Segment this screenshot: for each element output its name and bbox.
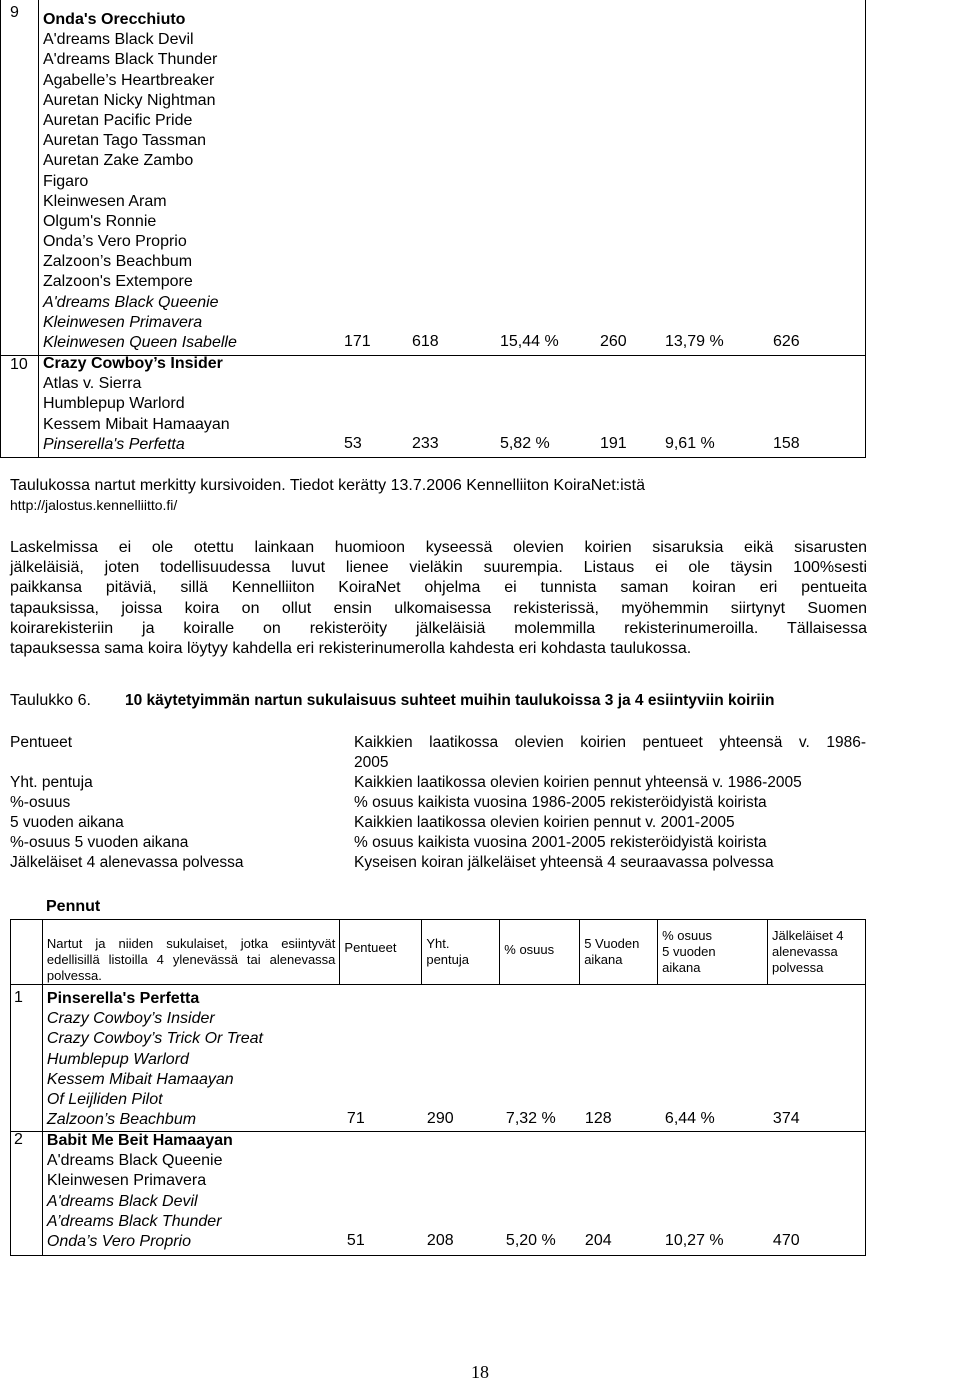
dog-name: Auretan Pacific Pride bbox=[42, 111, 193, 129]
dog-name: Kleinwesen Primavera bbox=[42, 313, 203, 331]
value-cell: 618 bbox=[411, 333, 439, 351]
row-number-text: 10 bbox=[10, 356, 28, 373]
row-number bbox=[11, 1132, 43, 1256]
value-cell: 71 bbox=[346, 1110, 365, 1128]
legend-term: %-osuus 5 vuoden aikana bbox=[10, 834, 189, 851]
dog-name: Crazy Cowboy’s Insider bbox=[46, 1010, 215, 1028]
value-cell: 233 bbox=[411, 434, 439, 452]
dog-name: Kleinwesen Primavera bbox=[46, 1172, 207, 1190]
header-cell-jalkelaiset bbox=[767, 920, 865, 985]
header-cell-empty bbox=[11, 920, 43, 985]
dog-name: A'dreams Black Devil bbox=[46, 1192, 198, 1210]
header-line: Nartut ja niiden sukulaiset, jotka esiintyvät bbox=[46, 936, 336, 951]
value-cell: 260 bbox=[599, 333, 627, 351]
dog-name: Babit Me Beit Hamaayan bbox=[46, 1132, 233, 1149]
value-cell: 9,61 % bbox=[664, 434, 715, 452]
dog-name: Zalzoon’s Beachbum bbox=[42, 253, 193, 271]
table-row bbox=[1, 0, 866, 356]
page-number: 18 bbox=[471, 1362, 489, 1382]
legend-term: Yht. pentuja bbox=[10, 774, 93, 791]
paragraph-line: paikkansa pitäviä, sillä Kennelliiton KoiraNet ohjelma ei tunnista saman koiran eri pentueita bbox=[10, 579, 867, 597]
header-line: alenevassa bbox=[771, 944, 838, 959]
value-cell: 374 bbox=[772, 1110, 800, 1128]
legend-description: % osuus kaikista vuosina 2001-2005 rekisteröidyistä koirista bbox=[354, 834, 767, 851]
value-cell: 290 bbox=[426, 1110, 454, 1128]
table-caption-title: 10 käytetyimmän nartun sukulaisuus suhteet muihin taulukoissa 3 ja 4 esiintyviin koiriin bbox=[125, 692, 775, 709]
value-cell: 204 bbox=[584, 1232, 612, 1249]
top-table bbox=[0, 0, 866, 458]
dog-name: Onda's Orecchiuto bbox=[42, 11, 186, 28]
row-number-text: 1 bbox=[14, 989, 23, 1006]
dog-name: Humblepup Warlord bbox=[42, 395, 185, 413]
table-row bbox=[11, 985, 866, 1132]
dog-name: Kessem Mibait Hamaayan bbox=[42, 415, 230, 433]
dog-name: Onda’s Vero Proprio bbox=[46, 1232, 191, 1250]
paragraph-line: jälkeläisiä, joten todellisuudessa luvut lienee vieläkin suurempia. Listaus ei ole täysin 100%sesti bbox=[10, 559, 867, 577]
header-line: pentuja bbox=[426, 952, 469, 967]
table-caption bbox=[10, 692, 91, 710]
row-number bbox=[1, 356, 39, 458]
table-row bbox=[1, 356, 866, 458]
value-cell: 626 bbox=[772, 333, 800, 351]
dog-name: A'dreams Black Queenie bbox=[42, 293, 219, 311]
row-content bbox=[38, 0, 865, 356]
value-cell: 208 bbox=[426, 1232, 454, 1249]
header-line: edellisillä listoilla 4 ylenevässä tai alenevassa bbox=[46, 952, 336, 967]
header-row bbox=[11, 920, 866, 985]
header-cell-yht-pentuja bbox=[422, 920, 500, 985]
dog-name: Kessem Mibait Hamaayan bbox=[46, 1070, 234, 1088]
dog-name: Zalzoon’s Beachbum bbox=[46, 1111, 197, 1129]
legend-term: 5 vuoden aikana bbox=[10, 814, 124, 831]
value-cell: 10,27 % bbox=[664, 1232, 724, 1249]
name-list bbox=[47, 989, 263, 1130]
value-cell: 7,32 % bbox=[505, 1110, 556, 1128]
row-number bbox=[11, 985, 43, 1132]
dog-name: Kleinwesen Aram bbox=[42, 192, 167, 210]
header-cell-osuus-5 bbox=[658, 920, 768, 985]
legend-term: Jälkeläiset 4 alenevassa polvessa bbox=[10, 854, 244, 871]
dog-name: Agabelle’s Heartbreaker bbox=[42, 71, 215, 89]
legend-description: Kyseisen koiran jälkeläiset yhteensä 4 seuraavassa polvessa bbox=[354, 854, 774, 871]
value-cell: 5,82 % bbox=[499, 434, 550, 452]
source-note-text: Taulukossa nartut merkitty kursivoiden. Tiedot kerätty 13.7.2006 Kennelliiton KoiraNet:istä bbox=[10, 477, 645, 494]
legend-description: Kaikkien laatikossa olevien koirien pennut yhteensä v. 1986-2005 bbox=[354, 774, 802, 791]
name-list bbox=[43, 354, 230, 455]
dog-name: A'dreams Black Queenie bbox=[46, 1152, 223, 1170]
header-line: 5 Vuoden bbox=[584, 936, 640, 951]
bottom-table-title: Pennut bbox=[46, 898, 101, 915]
dog-name: Crazy Cowboy’s Insider bbox=[42, 355, 223, 372]
source-note bbox=[10, 477, 645, 513]
value-cell: 128 bbox=[584, 1110, 612, 1128]
dog-name: Auretan Nicky Nightman bbox=[42, 91, 216, 109]
value-cell: 53 bbox=[343, 434, 362, 452]
header-line: Pentueet bbox=[344, 940, 397, 955]
value-cell: 51 bbox=[346, 1232, 365, 1249]
row-content bbox=[42, 985, 865, 1132]
header-cell-pentueet bbox=[340, 920, 422, 985]
table-row bbox=[11, 1132, 866, 1256]
paragraph-line: Laskelmissa ei ole otettu lainkaan huomioon kyseessä olevien koirien sisaruksia eikä sisarusten bbox=[10, 539, 867, 556]
dog-name: Olgum's Ronnie bbox=[42, 212, 157, 230]
dog-name: Auretan Tago Tassman bbox=[42, 132, 207, 150]
bottom-table bbox=[10, 919, 866, 1256]
value-cell: 470 bbox=[772, 1232, 800, 1249]
header-cell-osuus bbox=[500, 920, 580, 985]
dog-name: Crazy Cowboy’s Trick Or Treat bbox=[46, 1030, 263, 1048]
header-line: Jälkeläiset 4 bbox=[771, 928, 844, 943]
header-cell-desc bbox=[42, 920, 339, 985]
legend-description: 2005 bbox=[354, 754, 389, 771]
table-caption-label: Taulukko 6. bbox=[10, 692, 91, 709]
header-line: % osuus bbox=[662, 928, 712, 943]
dog-name: Auretan Zake Zambo bbox=[42, 152, 194, 170]
value-cell: 171 bbox=[343, 333, 371, 351]
dog-name: A’dreams Black Thunder bbox=[46, 1212, 222, 1230]
value-cell: 5,20 % bbox=[505, 1232, 556, 1249]
dog-name: Pinserella's Perfetta bbox=[42, 435, 185, 453]
dog-name: Atlas v. Sierra bbox=[42, 375, 142, 393]
dog-name: Figaro bbox=[42, 172, 89, 190]
value-cell: 191 bbox=[599, 434, 627, 452]
header-line: 5 vuoden bbox=[662, 944, 716, 959]
body-paragraph bbox=[10, 538, 867, 659]
value-cell: 6,44 % bbox=[664, 1110, 715, 1128]
name-list bbox=[43, 10, 237, 353]
value-cell: 13,79 % bbox=[664, 333, 724, 351]
header-line: polvessa bbox=[771, 960, 824, 975]
dog-name: Of Leijliden Pilot bbox=[46, 1090, 163, 1108]
header-line: aikana bbox=[584, 952, 623, 967]
row-content bbox=[38, 356, 865, 458]
dog-name: A'dreams Black Devil bbox=[42, 31, 194, 49]
name-list bbox=[47, 1131, 233, 1252]
header-line: aikana bbox=[662, 960, 701, 975]
row-number-text: 2 bbox=[14, 1131, 23, 1148]
value-cell: 15,44 % bbox=[499, 333, 559, 351]
source-url[interactable]: http://jalostus.kennelliitto.fi/ bbox=[10, 497, 178, 513]
header-line: % osuus bbox=[504, 942, 555, 957]
dog-name: Zalzoon's Extempore bbox=[42, 273, 193, 291]
row-content bbox=[42, 1132, 865, 1256]
dog-name: A'dreams Black Thunder bbox=[42, 51, 218, 69]
legend-description: % osuus kaikista vuosina 1986-2005 rekisteröidyistä koirista bbox=[354, 794, 767, 811]
legend-term: %-osuus bbox=[10, 794, 71, 811]
dog-name: Pinserella's Perfetta bbox=[46, 990, 200, 1007]
dog-name: Kleinwesen Queen Isabelle bbox=[42, 334, 237, 351]
row-number-text: 9 bbox=[10, 4, 19, 21]
paragraph-line: tapauksessa sama koira löytyy kahdella eri rekisterinumerolla kahdesta eri kohdasta taulukossa. bbox=[10, 640, 692, 658]
header-line: polvessa. bbox=[46, 968, 102, 983]
header-line: Yht. bbox=[426, 936, 450, 951]
dog-name: Humblepup Warlord bbox=[46, 1050, 189, 1068]
paragraph-line: koirarekisteriin ja koiralle on rekisteröity jälkeläisiä molemmilla rekisterinumeroilla. Tällaisessa bbox=[10, 619, 867, 637]
paragraph-line: tapauksissa, joissa koira on ollut ensin ulkomaisessa rekisterissä, myöhemmin siirtynyt Suomen bbox=[10, 599, 867, 617]
legend-term: Pentueet bbox=[10, 734, 73, 751]
legend-description: Kaikkien laatikossa olevien koirien pentueet yhteensä v. 1986- bbox=[354, 734, 866, 751]
header-cell-5-vuoden bbox=[580, 920, 658, 985]
legend-description: Kaikkien laatikossa olevien koirien pennut v. 2001-2005 bbox=[354, 814, 735, 831]
row-number bbox=[1, 0, 39, 356]
value-cell: 158 bbox=[772, 434, 800, 452]
dog-name: Onda’s Vero Proprio bbox=[42, 233, 187, 251]
